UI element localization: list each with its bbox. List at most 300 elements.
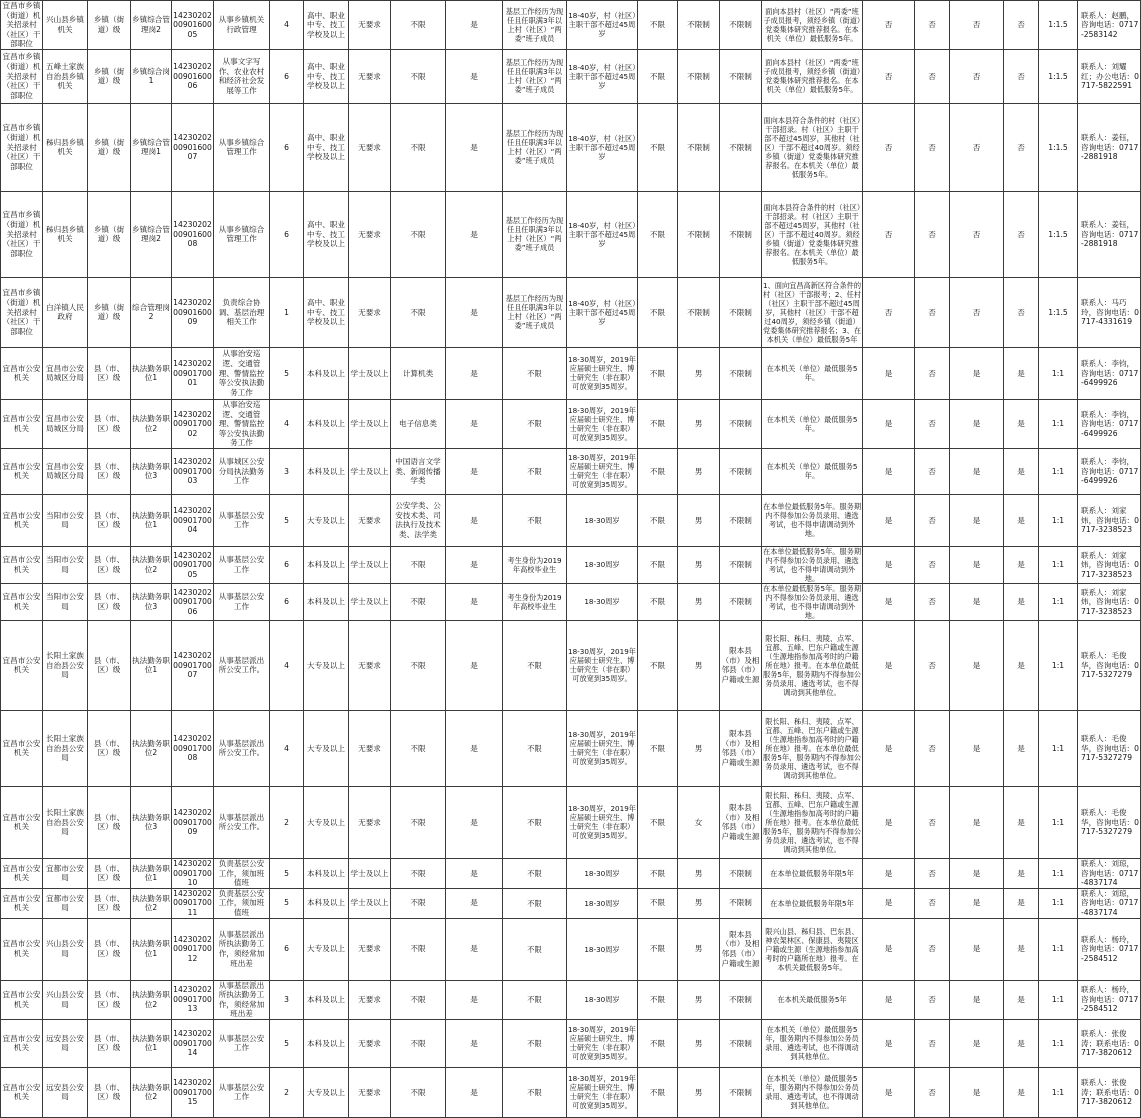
- degree-cell: 无要求: [349, 1067, 391, 1117]
- headcount-cell: 5: [270, 347, 304, 399]
- physical-test-cell: 是: [950, 399, 1004, 448]
- contact-cell: 联系人：马巧玲，咨询电话：0717-4331619: [1078, 277, 1141, 347]
- written-test-cell: 是: [863, 399, 915, 448]
- psych-test-cell: 否: [1004, 49, 1039, 103]
- gender-cell: 女: [678, 786, 720, 858]
- age-requirement-cell: 18-30周岁: [567, 583, 638, 620]
- professional-test-cell: 否: [915, 399, 950, 448]
- household-restriction-cell: 不限制: [720, 103, 762, 191]
- interview-ratio-cell: 1:1: [1039, 583, 1078, 620]
- household-restriction-cell: 不限制: [720, 546, 762, 583]
- position-category-cell: 宜昌市乡镇（街道）机关招录村（社区）干部职位: [1, 103, 43, 191]
- gender-cell: 男: [678, 858, 720, 888]
- political-status-cell: 不限: [638, 1, 678, 50]
- job-description-cell: 从事治安巡逻、交通管理、警情监控等公安执法勤务工作: [214, 399, 270, 448]
- political-status-cell: 不限: [638, 103, 678, 191]
- table-row: [1, 494, 1141, 546]
- headcount-cell: 6: [270, 103, 304, 191]
- position-code-cell: 142302020090170007: [172, 620, 214, 710]
- interview-ratio-cell: 1:1: [1039, 888, 1078, 918]
- education-cell: 本科及以上: [304, 888, 349, 918]
- age-requirement-cell: 18-30周岁: [567, 918, 638, 980]
- position-name-cell: 执法勤务职位1: [131, 347, 172, 399]
- other-conditions-cell: 在本机关最低服务5年: [762, 980, 863, 1019]
- education-cell: 本科及以上: [304, 399, 349, 448]
- physical-test-cell: 是: [950, 786, 1004, 858]
- written-test-cell: 否: [863, 103, 915, 191]
- written-test-cell: 是: [863, 546, 915, 583]
- experience-required-cell: 是: [446, 103, 503, 191]
- professional-test-cell: 否: [915, 1019, 950, 1067]
- age-requirement-cell: 18-30周岁，2019年应届硕士研究生、博士研究生（非在职）可放宽到35周岁。: [567, 448, 638, 494]
- other-conditions-cell: 限长阳、秭归、夷陵、点军、宜都、五峰、巴东户籍或生源（生源地指参加高考时的户籍所在地）报考。在本单位最低服务5年，服务期内不得参加公务员录用、遴选考试，也不得调动到其他单位。: [762, 620, 863, 710]
- contact-cell: 联系人：刘家炜，咨询电话：0717-3238523: [1078, 583, 1141, 620]
- table-row: [1, 1019, 1141, 1067]
- political-status-cell: 不限: [638, 399, 678, 448]
- age-requirement-cell: 18-30周岁，2019年应届硕士研究生、博士研究生（非在职）可放宽到35周岁。: [567, 620, 638, 710]
- gender-cell: 男: [678, 620, 720, 710]
- unit-level-cell: 县（市、区）级: [88, 494, 131, 546]
- written-test-cell: 是: [863, 858, 915, 888]
- table-row: [1, 583, 1141, 620]
- other-conditions-cell: 限兴山县、秭归县、巴东县、神农架林区、保康县、夷陵区户籍或生源（生源地指参加高考时的户籍所在地）报考。在本机关最低服务5年。: [762, 918, 863, 980]
- age-requirement-cell: 18-40岁，村（社区）主职干部不超过45周岁: [567, 1, 638, 50]
- hiring-unit-cell: 兴山县公安局: [43, 918, 88, 980]
- experience-detail-cell: 不限: [503, 1067, 567, 1117]
- professional-test-cell: 否: [915, 546, 950, 583]
- political-status-cell: 不限: [638, 1067, 678, 1117]
- interview-ratio-cell: 1:1.5: [1039, 49, 1078, 103]
- experience-detail-cell: 不限: [503, 858, 567, 888]
- position-code-cell: 142302020090170004: [172, 494, 214, 546]
- position-code-cell: 142302020090170013: [172, 980, 214, 1019]
- written-test-cell: 是: [863, 494, 915, 546]
- unit-level-cell: 县（市、区）级: [88, 888, 131, 918]
- job-description-cell: 从事基层公安工作: [214, 546, 270, 583]
- contact-cell: 联系人：李钧，咨询电话：0717-6499926: [1078, 347, 1141, 399]
- major-cell: 不限: [391, 888, 446, 918]
- gender-cell: 男: [678, 494, 720, 546]
- household-restriction-cell: 不限制: [720, 49, 762, 103]
- major-cell: 不限: [391, 858, 446, 888]
- major-cell: 不限: [391, 710, 446, 786]
- gender-cell: 不限制: [678, 1, 720, 50]
- hiring-unit-cell: 五峰土家族自治县乡镇机关: [43, 49, 88, 103]
- position-name-cell: 乡镇综合管理岗2: [131, 1, 172, 50]
- hiring-unit-cell: 宜都市公安局: [43, 858, 88, 888]
- household-restriction-cell: 不限制: [720, 277, 762, 347]
- interview-ratio-cell: 1:1: [1039, 448, 1078, 494]
- hiring-unit-cell: 当阳市公安局: [43, 546, 88, 583]
- contact-cell: 联系人：刘琼，咨询电话：0717-4837174: [1078, 858, 1141, 888]
- professional-test-cell: 否: [915, 786, 950, 858]
- psych-test-cell: 是: [1004, 546, 1039, 583]
- job-description-cell: 从事乡镇机关行政管理: [214, 1, 270, 50]
- experience-required-cell: 是: [446, 448, 503, 494]
- major-cell: 中国语言文学类、新闻传播学类: [391, 448, 446, 494]
- interview-ratio-cell: 1:1: [1039, 399, 1078, 448]
- written-test-cell: 是: [863, 980, 915, 1019]
- education-cell: 本科及以上: [304, 546, 349, 583]
- written-test-cell: 是: [863, 786, 915, 858]
- physical-test-cell: 是: [950, 980, 1004, 1019]
- major-cell: 不限: [391, 1019, 446, 1067]
- position-code-cell: 142302020090160007: [172, 103, 214, 191]
- experience-required-cell: 是: [446, 347, 503, 399]
- psych-test-cell: 否: [1004, 103, 1039, 191]
- contact-cell: 联系人：赵鹏，咨询电话：0717-2583142: [1078, 1, 1141, 50]
- education-cell: 高中、职业中专、技工学校及以上: [304, 49, 349, 103]
- education-cell: 本科及以上: [304, 1019, 349, 1067]
- professional-test-cell: 否: [915, 191, 950, 277]
- major-cell: 不限: [391, 980, 446, 1019]
- position-code-cell: 142302020090170009: [172, 786, 214, 858]
- contact-cell: 联系人：杨玲，咨询电话：0717-2584512: [1078, 980, 1141, 1019]
- headcount-cell: 5: [270, 888, 304, 918]
- education-cell: 大专及以上: [304, 786, 349, 858]
- position-category-cell: 宜昌市公安机关: [1, 1019, 43, 1067]
- position-name-cell: 执法勤务职位2: [131, 888, 172, 918]
- education-cell: 大专及以上: [304, 494, 349, 546]
- table-row: [1, 620, 1141, 710]
- unit-level-cell: 乡镇（街道）级: [88, 277, 131, 347]
- household-restriction-cell: 不限制: [720, 980, 762, 1019]
- education-cell: 大专及以上: [304, 918, 349, 980]
- position-category-cell: 宜昌市公安机关: [1, 786, 43, 858]
- political-status-cell: 不限: [638, 277, 678, 347]
- experience-detail-cell: 基层工作经历为现任且任职满3年以上村（社区）“两委”班子成员: [503, 1, 567, 50]
- education-cell: 高中、职业中专、技工学校及以上: [304, 191, 349, 277]
- political-status-cell: 不限: [638, 546, 678, 583]
- headcount-cell: 4: [270, 399, 304, 448]
- experience-required-cell: 是: [446, 620, 503, 710]
- political-status-cell: 不限: [638, 888, 678, 918]
- household-restriction-cell: 限本县（市）及相邻县（市）户籍或生源: [720, 918, 762, 980]
- position-category-cell: 宜昌市公安机关: [1, 494, 43, 546]
- experience-detail-cell: 不限: [503, 710, 567, 786]
- written-test-cell: 是: [863, 1067, 915, 1117]
- table-row: [1, 546, 1141, 583]
- other-conditions-cell: 1、面向宜昌高新区符合条件的村（社区）干部报考；2、任村（社区）主职干部不超过45周岁，其他村（社区）干部不超过40周岁，须经乡镇（街道）党委集体研究推荐报名；3、在本机关（单位）最低服务5年: [762, 277, 863, 347]
- professional-test-cell: 否: [915, 1, 950, 50]
- unit-level-cell: 县（市、区）级: [88, 1067, 131, 1117]
- major-cell: 不限: [391, 546, 446, 583]
- job-description-cell: 从事基层公安工作: [214, 494, 270, 546]
- hiring-unit-cell: 宜昌市公安局城区分局: [43, 448, 88, 494]
- major-cell: 不限: [391, 583, 446, 620]
- headcount-cell: 6: [270, 583, 304, 620]
- major-cell: 不限: [391, 191, 446, 277]
- professional-test-cell: 否: [915, 103, 950, 191]
- unit-level-cell: 县（市、区）级: [88, 448, 131, 494]
- hiring-unit-cell: 白洋镇人民政府: [43, 277, 88, 347]
- major-cell: 不限: [391, 49, 446, 103]
- interview-ratio-cell: 1:1.5: [1039, 1, 1078, 50]
- gender-cell: 男: [678, 888, 720, 918]
- headcount-cell: 3: [270, 448, 304, 494]
- professional-test-cell: 否: [915, 980, 950, 1019]
- position-category-cell: 宜昌市乡镇（街道）机关招录村（社区）干部职位: [1, 49, 43, 103]
- professional-test-cell: 否: [915, 494, 950, 546]
- experience-detail-cell: 不限: [503, 399, 567, 448]
- physical-test-cell: 是: [950, 918, 1004, 980]
- unit-level-cell: 县（市、区）级: [88, 1019, 131, 1067]
- headcount-cell: 4: [270, 620, 304, 710]
- unit-level-cell: 县（市、区）级: [88, 710, 131, 786]
- age-requirement-cell: 18-30周岁，2019年应届硕士研究生、博士研究生（非在职）可放宽到35周岁。: [567, 347, 638, 399]
- headcount-cell: 2: [270, 1067, 304, 1117]
- education-cell: 本科及以上: [304, 858, 349, 888]
- position-category-cell: 宜昌市公安机关: [1, 347, 43, 399]
- position-name-cell: 执法勤务职位3: [131, 448, 172, 494]
- major-cell: 不限: [391, 786, 446, 858]
- degree-cell: 无要求: [349, 1019, 391, 1067]
- political-status-cell: 不限: [638, 710, 678, 786]
- political-status-cell: 不限: [638, 448, 678, 494]
- written-test-cell: 否: [863, 1, 915, 50]
- experience-required-cell: 是: [446, 888, 503, 918]
- position-code-cell: 142302020090170015: [172, 1067, 214, 1117]
- interview-ratio-cell: 1:1: [1039, 347, 1078, 399]
- political-status-cell: 不限: [638, 786, 678, 858]
- physical-test-cell: 是: [950, 494, 1004, 546]
- hiring-unit-cell: 远安县公安局: [43, 1019, 88, 1067]
- degree-cell: 无要求: [349, 103, 391, 191]
- education-cell: 本科及以上: [304, 583, 349, 620]
- job-description-cell: 从事基层公安工作: [214, 1067, 270, 1117]
- age-requirement-cell: 18-30周岁，2019年应届硕士研究生、博士研究生（非在职）可放宽到35周岁。: [567, 786, 638, 858]
- experience-detail-cell: 不限: [503, 1019, 567, 1067]
- gender-cell: 男: [678, 583, 720, 620]
- household-restriction-cell: 不限制: [720, 1, 762, 50]
- psych-test-cell: 是: [1004, 710, 1039, 786]
- gender-cell: 男: [678, 546, 720, 583]
- headcount-cell: 4: [270, 1, 304, 50]
- gender-cell: 男: [678, 710, 720, 786]
- table-row: [1, 918, 1141, 980]
- experience-required-cell: 是: [446, 858, 503, 888]
- degree-cell: 无要求: [349, 277, 391, 347]
- other-conditions-cell: 面向本县村（社区）“两委”班子成员报考，须经乡镇（街道）党委集体研究推荐报名。在本机关（单位）最低服务5年。: [762, 49, 863, 103]
- other-conditions-cell: 在本机关（单位）最低服务5年。: [762, 347, 863, 399]
- degree-cell: 无要求: [349, 980, 391, 1019]
- experience-required-cell: 是: [446, 786, 503, 858]
- degree-cell: 学士及以上: [349, 399, 391, 448]
- hiring-unit-cell: 宜都市公安局: [43, 888, 88, 918]
- experience-detail-cell: 基层工作经历为现任且任职满3年以上村（社区）“两委”班子成员: [503, 277, 567, 347]
- position-name-cell: 乡镇综合管理岗2: [131, 191, 172, 277]
- psych-test-cell: 是: [1004, 1019, 1039, 1067]
- unit-level-cell: 县（市、区）级: [88, 583, 131, 620]
- gender-cell: 不限制: [678, 277, 720, 347]
- experience-required-cell: 是: [446, 191, 503, 277]
- experience-detail-cell: 不限: [503, 494, 567, 546]
- position-category-cell: 宜昌市公安机关: [1, 1067, 43, 1117]
- job-description-cell: 从事治安巡逻、交通管理、警情监控等公安执法勤务工作: [214, 347, 270, 399]
- hiring-unit-cell: 宜昌市公安局城区分局: [43, 399, 88, 448]
- hiring-unit-cell: 当阳市公安局: [43, 583, 88, 620]
- position-name-cell: 执法勤务职位2: [131, 399, 172, 448]
- interview-ratio-cell: 1:1: [1039, 546, 1078, 583]
- major-cell: 不限: [391, 918, 446, 980]
- written-test-cell: 是: [863, 918, 915, 980]
- professional-test-cell: 否: [915, 620, 950, 710]
- position-category-cell: 宜昌市乡镇（街道）机关招录村（社区）干部职位: [1, 1, 43, 50]
- position-category-cell: 宜昌市乡镇（街道）机关招录村（社区）干部职位: [1, 191, 43, 277]
- position-category-cell: 宜昌市公安机关: [1, 858, 43, 888]
- age-requirement-cell: 18-30周岁，2019年应届硕士研究生、博士研究生（非在职）可放宽到35周岁。: [567, 399, 638, 448]
- education-cell: 本科及以上: [304, 980, 349, 1019]
- headcount-cell: 4: [270, 710, 304, 786]
- interview-ratio-cell: 1:1.5: [1039, 191, 1078, 277]
- degree-cell: 学士及以上: [349, 858, 391, 888]
- other-conditions-cell: 在本机关（单位）最低服务5年，服务期内不得参加公务员录用、遴选考试，也不得调动到其他单位。: [762, 1019, 863, 1067]
- job-description-cell: 从事基层派出所公安工作。: [214, 620, 270, 710]
- gender-cell: 男: [678, 399, 720, 448]
- household-restriction-cell: 不限制: [720, 858, 762, 888]
- major-cell: 计算机类: [391, 347, 446, 399]
- written-test-cell: 是: [863, 448, 915, 494]
- position-category-cell: 宜昌市公安机关: [1, 583, 43, 620]
- education-cell: 大专及以上: [304, 1067, 349, 1117]
- position-code-cell: 142302020090170011: [173, 888, 212, 917]
- position-code-cell: 142302020090160006: [172, 49, 214, 103]
- experience-detail-cell: 基层工作经历为现任且任职满3年以上村（社区）“两委”班子成员: [503, 191, 567, 277]
- hiring-unit-cell: 兴山县乡镇机关: [43, 1, 88, 50]
- unit-level-cell: 县（市、区）级: [88, 399, 131, 448]
- table-row: [1, 786, 1141, 858]
- other-conditions-cell: 在本机关（单位）最低服务5年。: [762, 399, 863, 448]
- unit-level-cell: 县（市、区）级: [88, 980, 131, 1019]
- position-code-cell: 142302020090160008: [172, 191, 214, 277]
- gender-cell: 男: [678, 448, 720, 494]
- degree-cell: 无要求: [349, 49, 391, 103]
- headcount-cell: 6: [270, 918, 304, 980]
- psych-test-cell: 是: [1004, 494, 1039, 546]
- political-status-cell: 不限: [638, 980, 678, 1019]
- interview-ratio-cell: 1:1: [1039, 980, 1078, 1019]
- job-description-cell: 负责基层公安工作，须加班值班: [214, 858, 270, 888]
- age-requirement-cell: 18-40岁，村（社区）主职干部不超过45周岁: [567, 49, 638, 103]
- experience-detail-cell: 不限: [503, 620, 567, 710]
- physical-test-cell: 否: [950, 103, 1004, 191]
- professional-test-cell: 否: [915, 1067, 950, 1117]
- physical-test-cell: 否: [950, 277, 1004, 347]
- position-name-cell: 执法勤务职位2: [131, 546, 172, 583]
- degree-cell: 无要求: [349, 191, 391, 277]
- household-restriction-cell: 不限制: [720, 583, 762, 620]
- table-body: [1, 1, 1141, 1118]
- table-row: [1, 277, 1141, 347]
- other-conditions-cell: 在本机关（单位）最低服务5年，服务期内不得参加公务员录用、遴选考试，也不得调动到其他单位。: [762, 1067, 863, 1117]
- physical-test-cell: 是: [950, 1067, 1004, 1117]
- experience-detail-cell: 不限: [503, 448, 567, 494]
- other-conditions-cell: 在本单位最低服务5年。服务期内不得参加公务员录用、遴选考试，也不得申请调动到外地。: [762, 494, 863, 546]
- other-conditions-cell: 在本单位最低服务年限5年: [762, 888, 863, 918]
- position-category-cell: 宜昌市公安机关: [1, 980, 43, 1019]
- experience-detail-cell: 不限: [503, 918, 567, 980]
- gender-cell: 不限制: [678, 49, 720, 103]
- headcount-cell: 5: [270, 494, 304, 546]
- position-name-cell: 执法勤务职位3: [131, 583, 172, 620]
- political-status-cell: 不限: [638, 620, 678, 710]
- political-status-cell: 不限: [638, 583, 678, 620]
- physical-test-cell: 是: [950, 1019, 1004, 1067]
- hiring-unit-cell: 远安县公安局: [43, 1067, 88, 1117]
- degree-cell: 学士及以上: [349, 583, 391, 620]
- experience-required-cell: 是: [446, 399, 503, 448]
- job-description-cell: 从事乡镇综合管理工作: [214, 191, 270, 277]
- experience-required-cell: 是: [446, 980, 503, 1019]
- written-test-cell: 是: [863, 583, 915, 620]
- interview-ratio-cell: 1:1: [1039, 620, 1078, 710]
- contact-cell: 联系人：刘耀红；办公电话：0717-5822591: [1078, 49, 1141, 103]
- table-row: [1, 448, 1141, 494]
- psych-test-cell: 是: [1004, 399, 1039, 448]
- experience-detail-cell: 考生身份为2019年高校毕业生: [503, 546, 567, 583]
- age-requirement-cell: 18-30周岁: [567, 546, 638, 583]
- job-description-cell: 从事基层公安工作: [214, 583, 270, 620]
- other-conditions-cell: 限长阳、秭归、夷陵、点军、宜都、五峰、巴东户籍或生源（生源地指参加高考时的户籍所在地）报考。在本单位最低服务5年，服务期内不得参加公务员录用、遴选考试，也不得调动到其他单位。: [762, 710, 863, 786]
- gender-cell: 男: [678, 918, 720, 980]
- position-code-cell: 142302020090170003: [172, 448, 214, 494]
- degree-cell: 学士及以上: [349, 448, 391, 494]
- written-test-cell: 是: [863, 888, 915, 918]
- contact-cell: 联系人：张俊涛；联系电话：0717-3820612: [1078, 1067, 1141, 1117]
- household-restriction-cell: 限本县（市）及相邻县（市）户籍或生源: [720, 786, 762, 858]
- psych-test-cell: 是: [1004, 347, 1039, 399]
- table-row: [1, 191, 1141, 277]
- household-restriction-cell: 不限制: [720, 191, 762, 277]
- table-row: [1, 858, 1141, 888]
- written-test-cell: 是: [863, 1019, 915, 1067]
- position-code-cell: 142302020090160005: [172, 1, 214, 50]
- experience-detail-cell: 基层工作经历为现任且任职满3年以上村（社区）“两委”班子成员: [503, 49, 567, 103]
- headcount-cell: 3: [270, 980, 304, 1019]
- position-name-cell: 乡镇综合岗1: [131, 49, 172, 103]
- psych-test-cell: 否: [1004, 1, 1039, 50]
- physical-test-cell: 是: [950, 583, 1004, 620]
- other-conditions-cell: 限长阳、秭归、夷陵、点军、宜都、五峰、巴东户籍或生源（生源地指参加高考时的户籍所在地）报考。在本单位最低服务5年，服务期内不得参加公务员录用、遴选考试，也不得调动到其他单位。: [762, 786, 863, 858]
- political-status-cell: 不限: [638, 191, 678, 277]
- unit-level-cell: 乡镇（街道）级: [88, 49, 131, 103]
- contact-cell: 联系人：刘琼，咨询电话：0717-4837174: [1078, 888, 1141, 918]
- education-cell: 大专及以上: [304, 620, 349, 710]
- other-conditions-cell: 面向本县符合条件的村（社区）干部招录。村（社区）主职干部不超过45周岁，其他村（社区）干部不超过40周岁。须经乡镇（街道）党委集体研究推荐报名。在本机关（单位）最低服务5年。: [762, 103, 863, 191]
- professional-test-cell: 否: [915, 918, 950, 980]
- interview-ratio-cell: 1:1: [1039, 1019, 1078, 1067]
- professional-test-cell: 否: [915, 710, 950, 786]
- major-cell: 不限: [391, 620, 446, 710]
- physical-test-cell: 是: [950, 347, 1004, 399]
- position-code-cell: 142302020090170006: [172, 583, 214, 620]
- major-cell: 不限: [391, 1, 446, 50]
- gender-cell: 不限制: [678, 103, 720, 191]
- age-requirement-cell: 18-30周岁，2019年应届硕士研究生、博士研究生（非在职）可放宽到35周岁。: [567, 1067, 638, 1117]
- household-restriction-cell: 不限制: [720, 1067, 762, 1117]
- position-name-cell: 执法勤务职位1: [131, 494, 172, 546]
- household-restriction-cell: 不限制: [720, 888, 762, 918]
- interview-ratio-cell: 1:1.5: [1039, 277, 1078, 347]
- physical-test-cell: 是: [950, 888, 1004, 918]
- hiring-unit-cell: 宜昌市公安局城区分局: [43, 347, 88, 399]
- written-test-cell: 是: [863, 620, 915, 710]
- written-test-cell: 是: [863, 347, 915, 399]
- age-requirement-cell: 18-30周岁，2019年应届硕士研究生、博士研究生（非在职）可放宽到35周岁。: [567, 710, 638, 786]
- job-description-cell: 从事基层派出所公安工作。: [214, 786, 270, 858]
- political-status-cell: 不限: [638, 1019, 678, 1067]
- education-cell: 高中、职业中专、技工学校及以上: [304, 1, 349, 50]
